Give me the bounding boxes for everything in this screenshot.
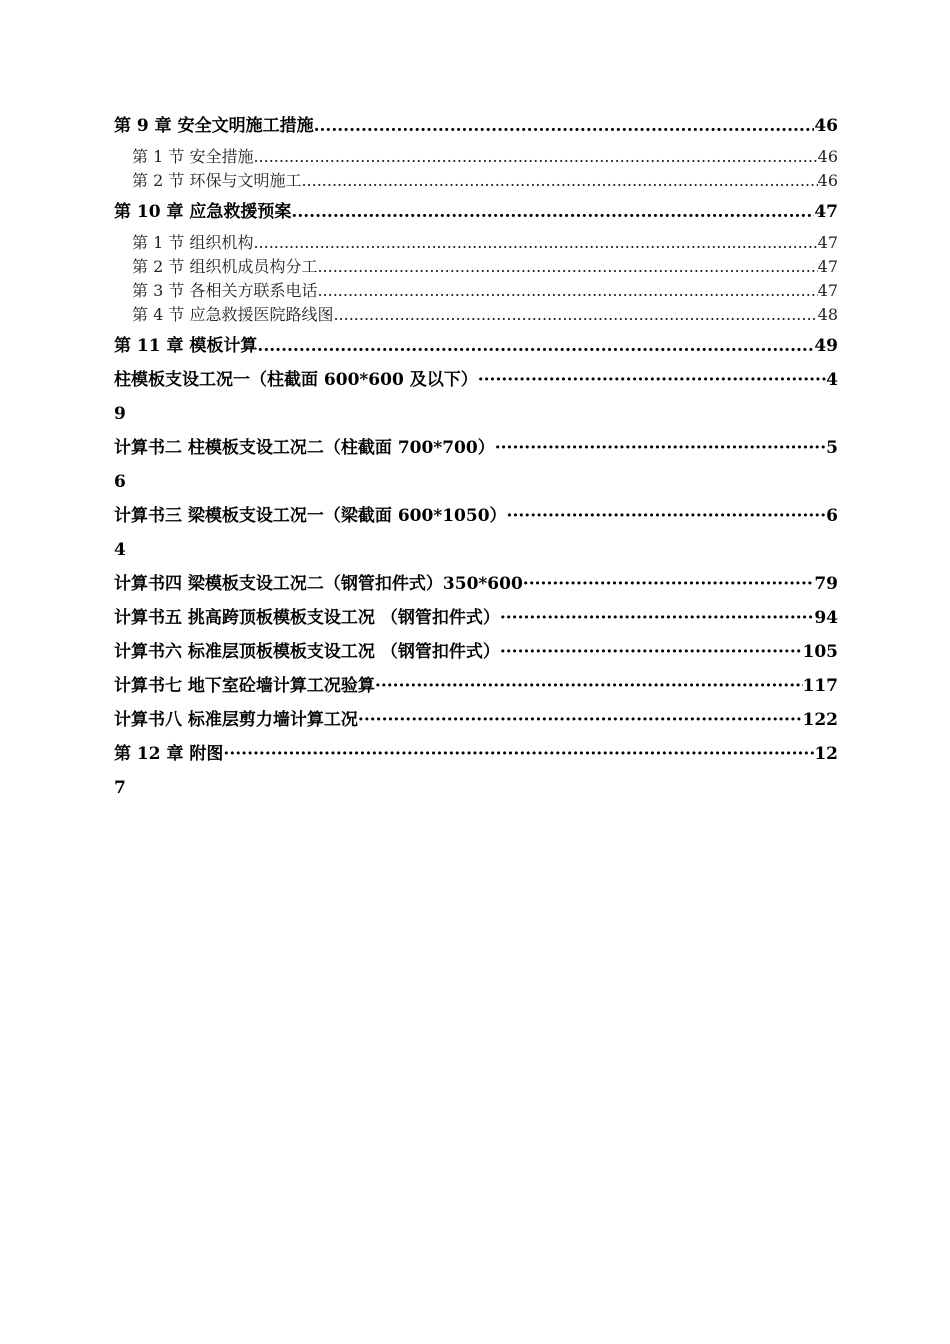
- toc-entry-title: 计算书三 梁模板支设工况一（梁截面 600*1050）: [114, 506, 507, 526]
- toc-entry-page: 122: [802, 710, 838, 730]
- toc-entry-title: 第 3 节 各相关方联系电话: [132, 281, 318, 300]
- leader-dots: [500, 635, 803, 669]
- toc-entry-page: 5: [826, 438, 838, 458]
- toc-entry-calc-1[interactable]: [114, 363, 838, 397]
- leader-dots: [358, 703, 803, 737]
- toc-entry-section-10-1[interactable]: [114, 231, 838, 255]
- toc-entry-page: 47: [814, 202, 838, 222]
- toc-entry-title: 计算书八 标准层剪力墙计算工况: [114, 710, 358, 730]
- toc-entry-title: 计算书四 梁模板支设工况二（钢管扣件式）350*600: [114, 574, 523, 594]
- toc-entry-title: 第 10 章 应急救援预案: [114, 202, 292, 222]
- toc-entry-page: 46: [817, 147, 838, 166]
- leader-dots: [253, 231, 817, 255]
- toc-entry-page-wrap: 9: [114, 404, 126, 424]
- toc-entry-section-10-2[interactable]: [114, 255, 838, 279]
- leader-dots: [478, 363, 826, 397]
- leader-dots: [291, 196, 814, 229]
- toc-entry-page: 12: [814, 744, 838, 764]
- toc-entry-page: 49: [814, 336, 838, 356]
- leader-dots: [314, 110, 815, 143]
- toc-entry-page: 47: [817, 281, 838, 300]
- toc-entry-title: 计算书六 标准层顶板模板支设工况 （钢管扣件式）: [114, 642, 500, 662]
- leader-dots: [523, 567, 815, 601]
- toc-entry-page: 94: [814, 608, 838, 628]
- table-of-contents: [114, 110, 838, 805]
- toc-entry-title: 第 12 章 附图: [114, 744, 224, 764]
- toc-entry-page-wrap: 4: [114, 540, 126, 560]
- toc-entry-calc-4[interactable]: [114, 567, 838, 601]
- toc-entry-chapter-10[interactable]: [114, 196, 838, 229]
- toc-entry-chapter-9[interactable]: [114, 110, 838, 143]
- leader-dots: [375, 669, 803, 703]
- toc-entry-title: 第 11 章 模板计算: [114, 336, 258, 356]
- toc-entry-page: 79: [814, 574, 838, 594]
- toc-entry-title: 计算书五 挑高跨顶板模板支设工况 （钢管扣件式）: [114, 608, 500, 628]
- leader-dots: [301, 169, 817, 193]
- toc-entry-section-10-3[interactable]: [114, 279, 838, 303]
- toc-entry-calc-3[interactable]: [114, 499, 838, 533]
- toc-entry-page: 47: [817, 233, 838, 252]
- toc-entry-calc-6[interactable]: [114, 635, 838, 669]
- toc-entry-title: 第 4 节 应急救援医院路线图: [132, 305, 334, 324]
- leader-dots: [223, 737, 814, 771]
- toc-entry-page: 117: [802, 676, 838, 696]
- leader-dots: [500, 601, 814, 635]
- toc-entry-chapter-12[interactable]: [114, 737, 838, 771]
- toc-entry-title: 第 9 章 安全文明施工措施: [114, 116, 314, 136]
- toc-entry-page: 6: [826, 506, 838, 526]
- toc-entry-section-10-4[interactable]: [114, 303, 838, 327]
- leader-dots: [507, 499, 827, 533]
- leader-dots: [257, 330, 814, 363]
- toc-entry-chapter-11[interactable]: [114, 330, 838, 363]
- toc-entry-title: 计算书七 地下室砼墙计算工况验算: [114, 676, 375, 696]
- toc-entry-section-9-1[interactable]: [114, 145, 838, 169]
- leader-dots: [253, 145, 817, 169]
- leader-dots: [317, 279, 817, 303]
- leader-dots: [495, 431, 826, 465]
- toc-entry-page-wrap: 7: [114, 778, 126, 798]
- toc-entry-page: 4: [826, 370, 838, 390]
- toc-entry-section-9-2[interactable]: [114, 169, 838, 193]
- toc-entry-page: 105: [802, 642, 838, 662]
- toc-entry-title: 第 2 节 组织机成员构分工: [132, 257, 318, 276]
- toc-entry-page: 48: [817, 305, 838, 324]
- toc-entry-title: 第 2 节 环保与文明施工: [132, 171, 302, 190]
- toc-entry-calc-2[interactable]: [114, 431, 838, 465]
- toc-entry-calc-8[interactable]: [114, 703, 838, 737]
- toc-entry-title: 计算书二 柱模板支设工况二（柱截面 700*700）: [114, 438, 495, 458]
- toc-entry-page: 46: [817, 171, 838, 190]
- toc-entry-page: 46: [814, 116, 838, 136]
- leader-dots: [317, 255, 817, 279]
- toc-entry-page-wrap: 6: [114, 472, 126, 492]
- toc-entry-title: 第 1 节 安全措施: [132, 147, 254, 166]
- toc-entry-title: 第 1 节 组织机构: [132, 233, 254, 252]
- leader-dots: [333, 303, 817, 327]
- toc-entry-calc-7[interactable]: [114, 669, 838, 703]
- toc-entry-calc-5[interactable]: [114, 601, 838, 635]
- toc-entry-page: 47: [817, 257, 838, 276]
- toc-entry-title: 柱模板支设工况一（柱截面 600*600 及以下）: [114, 370, 478, 390]
